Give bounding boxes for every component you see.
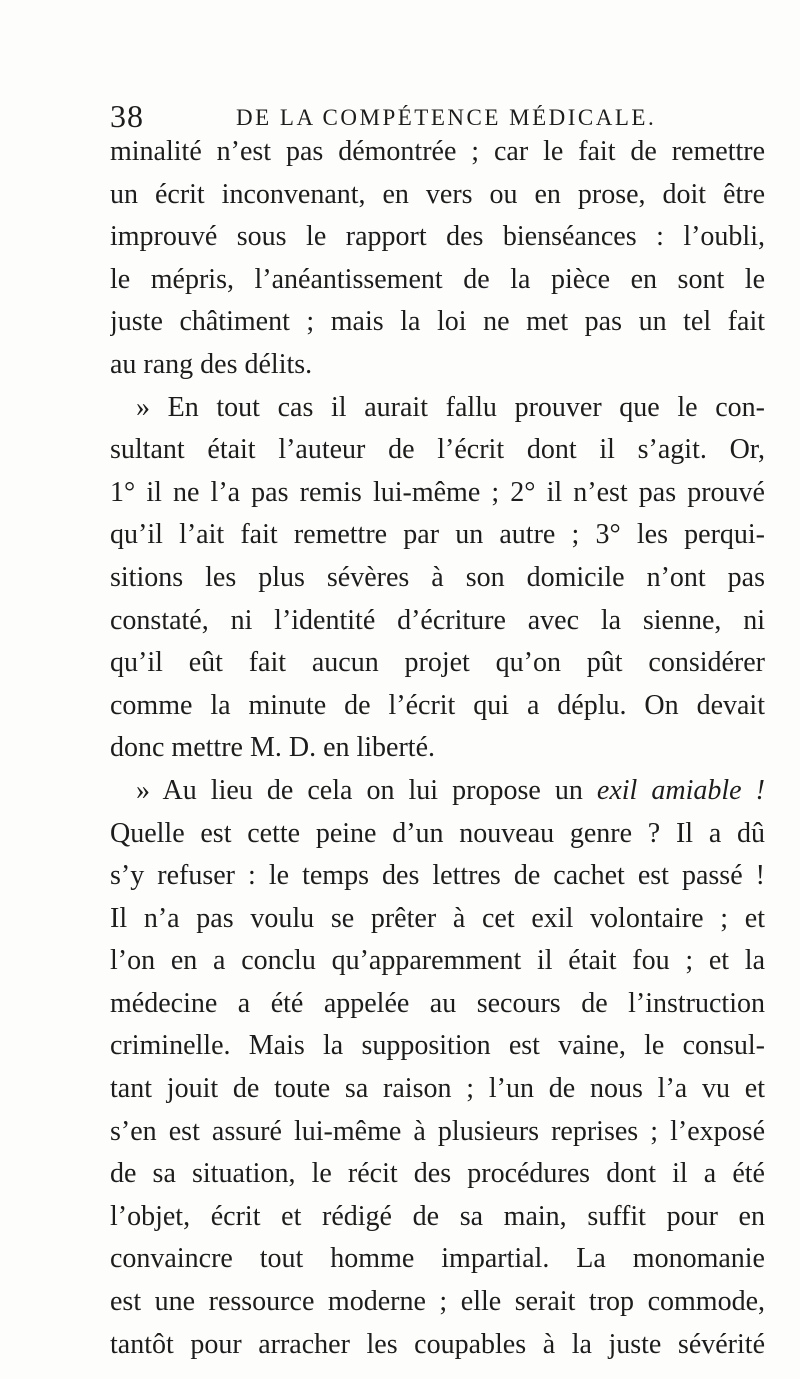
text-line: constaté, ni l’identité d’écriture avec la sienne, ni — [110, 604, 765, 636]
text-line: sultant était l’auteur de l’écrit dont il s’agit. Or, — [110, 434, 765, 466]
text-line: s’en est assuré lui-même à plusieurs reprises ; l’exposé — [110, 1115, 765, 1147]
text-line: est une ressource moderne ; elle serait trop commode, — [110, 1286, 765, 1318]
text-line: tantôt pour arracher les coupables à la juste sévérité — [110, 1328, 765, 1360]
text-line: donc mettre M. D. en liberté. — [110, 732, 436, 764]
text-line: Il n’a pas voulu se prêter à cet exil volontaire ; et — [110, 902, 765, 934]
italic-phrase: exil amiable ! — [596, 774, 765, 806]
text-line: qu’il l’ait fait remettre par un autre ; 3° les perqui- — [110, 519, 765, 551]
text-line: l’objet, écrit et rédigé de sa main, suffit pour en — [110, 1200, 765, 1232]
text-line: juste châtiment ; mais la loi ne met pas un tel fait — [110, 306, 765, 338]
text-line: le mépris, l’anéantissement de la pièce en sont le — [110, 263, 765, 295]
text-line — [110, 770, 765, 813]
text-line: l’on en a conclu qu’apparemment il était fou ; et la — [110, 945, 765, 977]
text-line-start: » Au lieu de cela on lui propose un — [136, 774, 583, 806]
text-line: minalité n’est pas démontrée ; car le fait de remettre — [110, 136, 765, 167]
text-line: improuvé sous le rapport des bienséances : l’oubli, — [110, 221, 765, 253]
text-line: qu’il eût fait aucun projet qu’on pût considérer — [110, 647, 765, 679]
page-number: 38 — [110, 98, 144, 134]
text-line: sitions les plus sévères à son domicile n’ont pas — [110, 561, 765, 593]
body-text — [110, 131, 765, 1366]
text-line: de sa situation, le récit des procédures dont il a été — [110, 1158, 765, 1190]
running-title: DE LA COMPÉTENCE MÉDICALE. — [236, 105, 657, 130]
text-line: » En tout cas il aurait fallu prouver que le con- — [136, 391, 765, 423]
running-head — [110, 96, 800, 136]
text-line: s’y refuser : le temps des lettres de cachet est passé ! — [110, 860, 765, 892]
text-line: un écrit inconvenant, en vers ou en prose, doit être — [110, 178, 765, 210]
text-line: Quelle est cette peine d’un nouveau genre ? Il a dû — [110, 817, 765, 849]
text-line: tant jouit de toute sa raison ; l’un de nous l’a vu et — [110, 1073, 765, 1105]
text-line: comme la minute de l’écrit qui a déplu. On devait — [110, 689, 765, 721]
text-line: médecine a été appelée au secours de l’instruction — [110, 987, 765, 1019]
text-line: criminelle. Mais la supposition est vaine, le consul- — [110, 1030, 765, 1062]
text-line: au rang des délits. — [110, 348, 313, 380]
text-line: convaincre tout homme impartial. La monomanie — [110, 1243, 765, 1275]
text-line: 1° il ne l’a pas remis lui-même ; 2° il n’est pas prouvé — [110, 476, 765, 508]
